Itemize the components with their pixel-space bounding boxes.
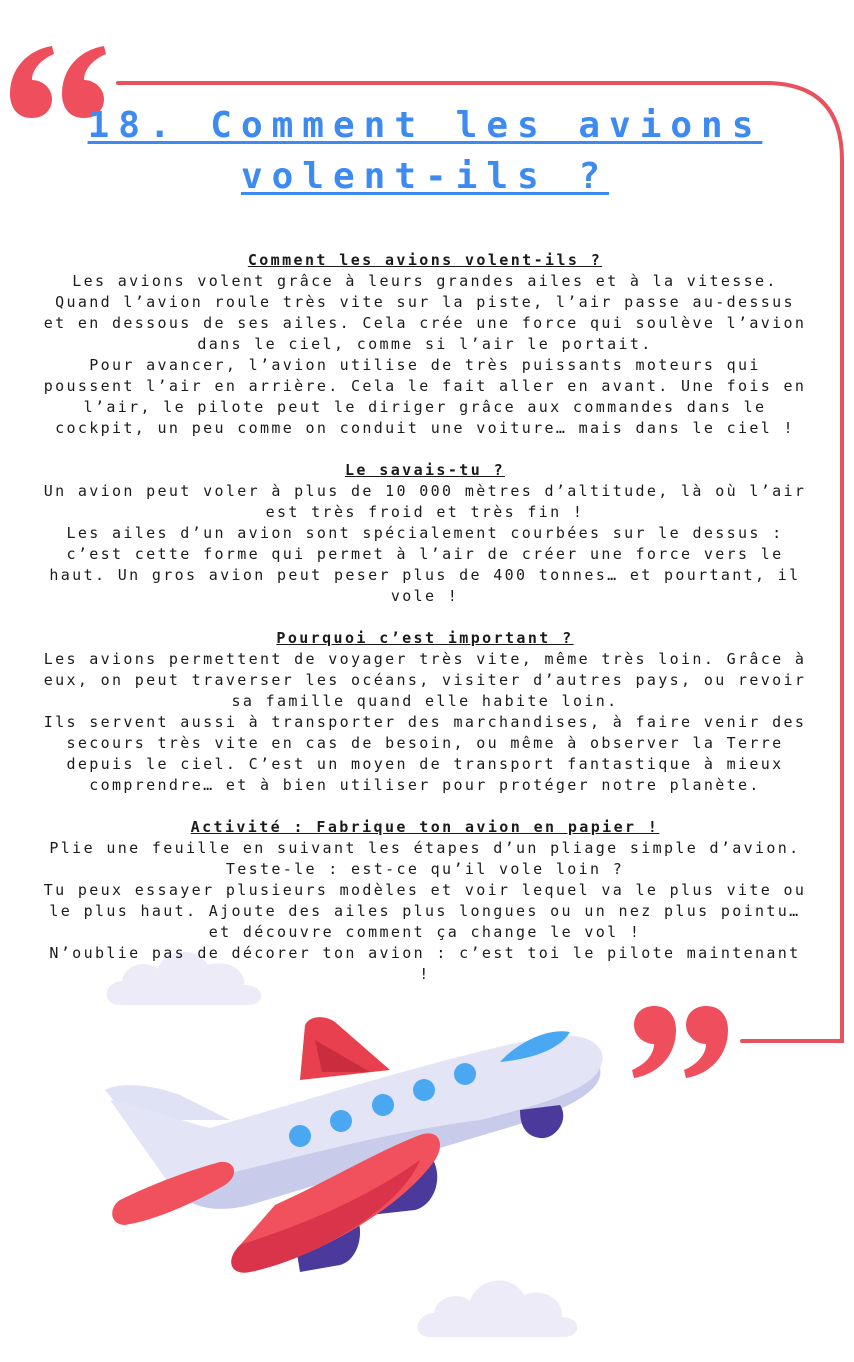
section-heading: Comment les avions volent-ils ? bbox=[247, 251, 603, 269]
paragraph: Plie une feuille en suivant les étapes d’un pliage simple d’avion. bbox=[49, 839, 801, 857]
paragraph: Pour avancer, l’avion utilise de très puissants moteurs qui poussent l’air en arrière. Cela le fait aller en avant. Une fois en l’air, le pilote peut le diriger grâce aux commandes dans le cockpit, un peu comme on conduit une voiture… mais dans le ciel ! bbox=[43, 356, 807, 437]
paragraph: N’oublie pas de décorer ton avion : c’est toi le pilote maintenant ! bbox=[49, 944, 801, 983]
paragraph: Tu peux essayer plusieurs modèles et voir lequel va le plus vite ou le plus haut. Ajoute des ailes plus longues ou un nez plus pointu… et découvre comment ça change le vol ! bbox=[43, 881, 807, 941]
paragraph: Les avions volent grâce à leurs grandes ailes et à la vitesse. Quand l’avion roule très vite sur la piste, l’air passe au-dessus et en dessous de ses ailes. Cela crée une force qui soulève l’avion dans le ciel, comme si l’air le portait. bbox=[43, 272, 807, 353]
paragraph: Un avion peut voler à plus de 10 000 mètres d’altitude, là où l’air est très froid et très fin ! bbox=[43, 482, 807, 521]
section-how-planes-fly bbox=[40, 250, 810, 439]
section-why-important bbox=[40, 628, 810, 796]
page-title: 18. Comment les avions volent-ils ? bbox=[87, 105, 763, 197]
section-heading: Le savais-tu ? bbox=[344, 461, 506, 479]
section-heading: Pourquoi c’est important ? bbox=[276, 629, 574, 647]
paragraph: Ils servent aussi à transporter des marchandises, à faire venir des secours très vite en cas de besoin, ou même à observer la Terre depuis le ciel. C’est un moyen de transport fantastique à mieux comprendre… et à bien utiliser pour protéger notre planète. bbox=[43, 713, 807, 794]
paragraph: Les ailes d’un avion sont spécialement courbées sur le dessus : c’est cette forme qui permet à l’air de créer une force vers le haut. Un gros avion peut peser plus de 400 tonnes… et pourtant, il vole ! bbox=[49, 524, 801, 605]
closing-quote-icon bbox=[626, 1000, 736, 1090]
paragraph: Les avions permettent de voyager très vite, même très loin. Grâce à eux, on peut traverser les océans, visiter d’autres pays, ou revoir sa famille quand elle habite loin. bbox=[43, 650, 807, 710]
section-activity bbox=[40, 817, 810, 985]
section-heading: Activité : Fabrique ton avion en papier ! bbox=[190, 818, 660, 836]
paragraph: Teste-le : est-ce qu’il vole loin ? bbox=[225, 860, 625, 878]
engine bbox=[520, 1105, 563, 1138]
article-body bbox=[40, 250, 810, 1006]
section-did-you-know bbox=[40, 460, 810, 607]
airplane-illustration bbox=[100, 1010, 620, 1290]
